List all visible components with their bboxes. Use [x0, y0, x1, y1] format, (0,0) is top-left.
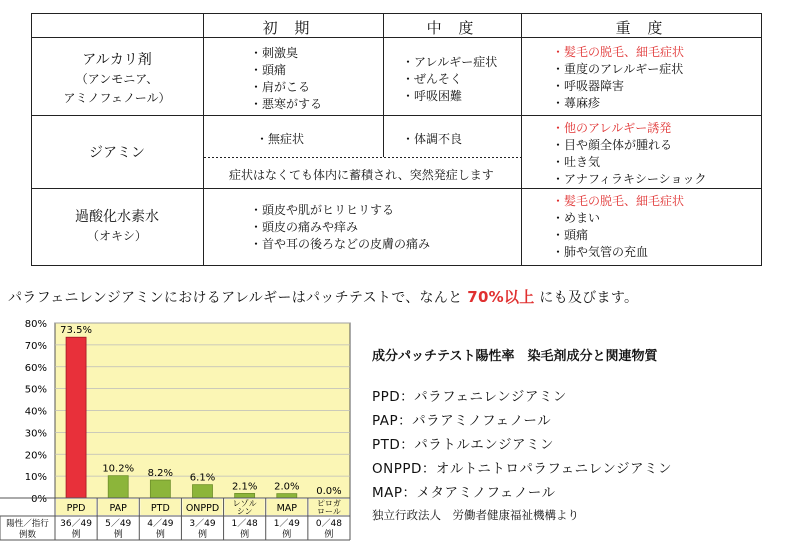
count-label: 1／49	[273, 519, 300, 529]
count-label: 36／49	[60, 519, 93, 529]
legend-item-ppd: PPD：パラフェニレンジアミン	[372, 389, 567, 405]
legend-item-ptd: PTD：パラトルエンジアミン	[372, 437, 554, 453]
header-moderate: 中 度	[426, 19, 480, 37]
legend-item-onppd: ONPPD：オルトニトロパラフェニレンジアミン	[372, 461, 673, 477]
diamine-note: 症状はなくても体内に蓄積され、突然発症します	[229, 168, 494, 182]
bar	[193, 485, 213, 498]
count-label: 1／48	[231, 519, 258, 529]
data-label: 2.0%	[274, 481, 300, 493]
count-label: 例	[155, 530, 165, 540]
count-label: 例	[324, 530, 334, 540]
y-tick-label: 0%	[31, 494, 47, 505]
count-label: 3／49	[189, 519, 216, 529]
count-label: 5／49	[105, 519, 132, 529]
count-label: 0／48	[315, 519, 343, 529]
count-label: 例	[71, 530, 81, 540]
x-tick-label: PPD	[66, 503, 86, 514]
data-label: 2.1%	[231, 481, 258, 493]
diamine-severe-list: ・他のアレルギー誘発 ・目や顔全体が腫れる ・吐き気 ・アナフィラキシーショック	[552, 121, 707, 186]
x-tick-label: レゾル	[232, 499, 257, 508]
data-label: 0.0%	[316, 486, 342, 497]
row-category-peroxide: 過酸化水素水 （オキシ）	[75, 209, 159, 243]
y-tick-label: 50%	[24, 384, 47, 396]
legend-title: 成分パッチテスト陽性率 染毛剤成分と関連物質	[372, 349, 658, 364]
x-tick-label: MAP	[276, 503, 298, 514]
y-tick-label: 30%	[24, 428, 47, 440]
row-category-diamine: ジアミン	[89, 145, 145, 161]
bar	[108, 476, 128, 498]
count-row-header: 例数	[18, 530, 37, 540]
bar	[66, 337, 86, 498]
y-tick-label: 10%	[24, 472, 47, 484]
header-early: 初 期	[262, 19, 316, 37]
peroxide-severe-list: ・髪毛の脱毛、細毛症状 ・めまい ・頭痛 ・肺や気管の充血	[552, 194, 685, 259]
x-tick-label: シン	[236, 507, 253, 516]
count-label: 例	[113, 530, 123, 540]
count-label: 例	[197, 530, 208, 540]
y-tick-label: 20%	[24, 450, 47, 462]
y-tick-label: 80%	[24, 319, 47, 330]
source-note: 独立行政法人 労働者健康福祉機構より	[372, 508, 579, 522]
data-label: 73.5%	[60, 325, 92, 337]
alkali-severe-list: ・髪毛の脱毛、細毛症状 ・重度のアレルギー症状 ・呼吸器障害 ・蕁麻疹	[552, 45, 685, 110]
summary-sentence: パラフェニレンジアミンにおけるアレルギーはパッチテストで、なんと 70%以上 にも及びます。	[8, 288, 639, 306]
x-tick-label: ONPPD	[185, 503, 220, 514]
count-row-header: 陽性／指行	[6, 519, 49, 529]
x-tick-label: ピロガ	[316, 499, 341, 508]
alkali-early-list: ・刺激臭 ・頭痛 ・肩がこる ・悪寒がする	[250, 46, 323, 111]
x-tick-label: PTD	[150, 503, 170, 514]
y-tick-label: 40%	[24, 406, 47, 418]
data-label: 6.1%	[189, 472, 216, 484]
legend-item-pap: PAP：パラアミノフェノール	[372, 413, 552, 429]
diamine-early: ・無症状	[256, 132, 305, 146]
legend-item-map: MAP：メタアミノフェノール	[372, 485, 556, 501]
x-tick-label: PAP	[109, 503, 127, 514]
legend-block	[372, 345, 673, 522]
count-label: 例	[240, 530, 250, 540]
bar	[150, 480, 170, 498]
count-label: 4／49	[147, 519, 174, 529]
data-label: 8.2%	[147, 468, 174, 480]
highlight-percentage: 70%以上	[467, 288, 535, 306]
alkali-moderate-list: ・アレルギー症状 ・ぜんそく ・呼吸困難	[402, 55, 498, 103]
peroxide-early-list: ・頭皮や肌がヒリヒリする ・頭皮の痛みや痒み ・首や耳の後ろなどの皮膚の痛み	[250, 203, 431, 251]
y-tick-label: 60%	[24, 362, 47, 374]
diamine-moderate: ・体調不良	[402, 132, 463, 146]
y-tick-label: 70%	[24, 340, 47, 352]
row-category-alkali: アルカリ剤 （アンモニア、 アミノフェノール）	[63, 52, 171, 105]
bar	[277, 494, 297, 498]
patch-test-bar-chart	[0, 315, 360, 559]
count-label: 例	[282, 530, 292, 540]
header-severe: 重 度	[615, 19, 669, 37]
x-tick-label: ロール	[317, 507, 341, 516]
bar	[235, 493, 255, 498]
data-label: 10.2%	[102, 463, 135, 475]
